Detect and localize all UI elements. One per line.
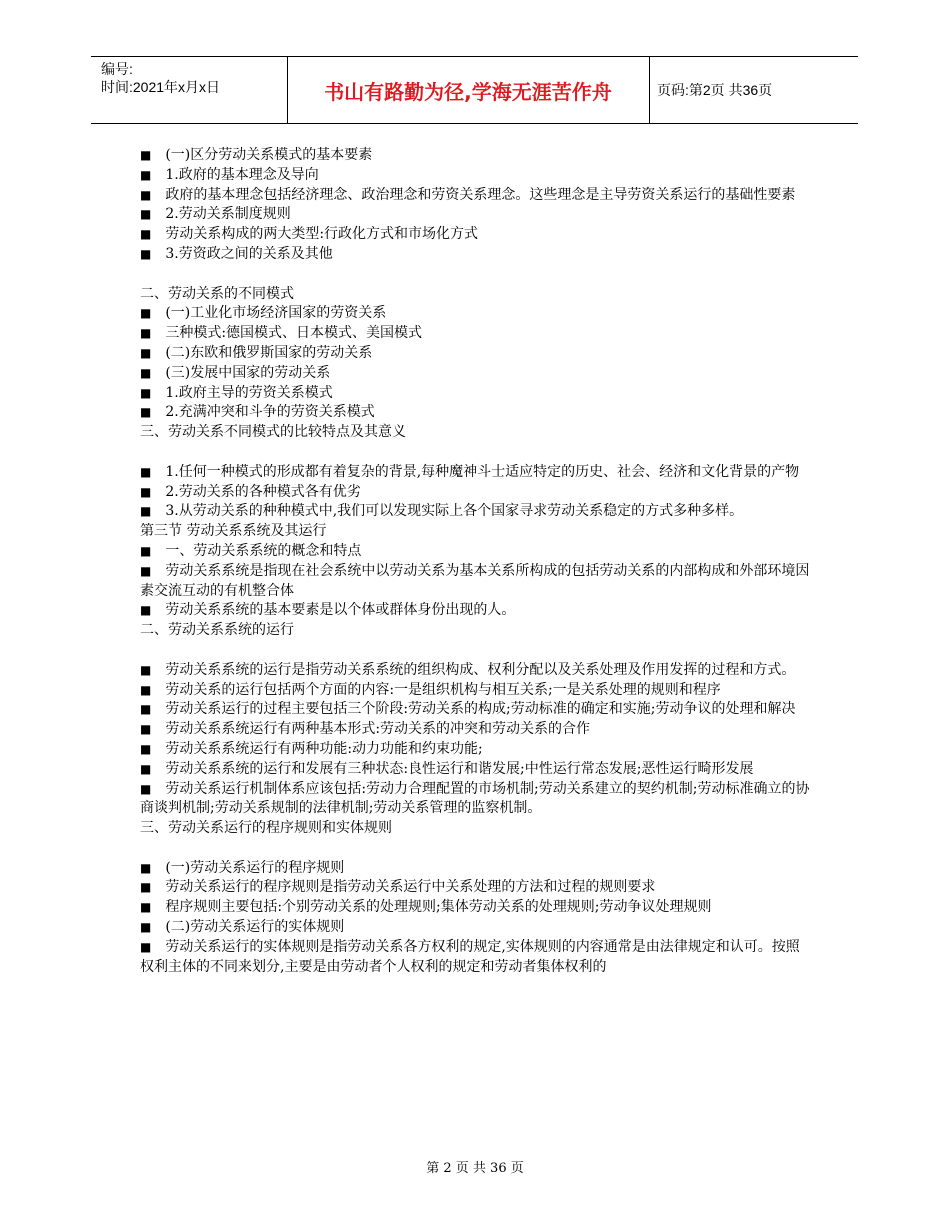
bullet-paragraph: ■ (二)劳动关系运行的实体规则 (140, 918, 812, 938)
bullet-paragraph: ■ 3.从劳动关系的种种模式中,我们可以发现实际上各个国家寻求劳动关系稳定的方式多种多样。 (140, 502, 812, 522)
bullet-paragraph: ■ 劳动关系的运行包括两个方面的内容:一是组织机构与相互关系;一是关系处理的规则和程序 (140, 681, 812, 701)
bullet-paragraph: ■ 劳动关系系统的运行和发展有三种状态:良性运行和谐发展;中性运行常态发展;恶性运行畸形发展 (140, 760, 812, 780)
header-meta (101, 60, 220, 96)
section-heading: 三、劳动关系运行的程序规则和实体规则 (140, 820, 392, 837)
bullet-paragraph: ■ 2.充满冲突和斗争的劳资关系模式 (140, 403, 812, 423)
bullet-paragraph: ■ 劳动关系系统是指现在社会系统中以劳动关系为基本关系所构成的包括劳动关系的内部构成和外部环境因素交流互动的有机整合体 (140, 562, 812, 602)
bullet-paragraph: ■ (一)劳动关系运行的程序规则 (140, 859, 812, 879)
bullet-paragraph: ■ 劳动关系运行的程序规则是指劳动关系运行中关系处理的方法和过程的规则要求 (140, 878, 812, 898)
bullet-paragraph: ■ 劳动关系系统运行有两种功能:动力功能和约束功能; (140, 740, 812, 760)
bullet-paragraph: ■ 3.劳资政之间的关系及其他 (140, 245, 812, 265)
page-footer: 第 2 页 共 36 页 (426, 1161, 524, 1176)
document-number-label: 编号: (101, 61, 133, 77)
header-divider-right (649, 57, 650, 123)
bullet-paragraph: ■ 三种模式:德国模式、日本模式、美国模式 (140, 324, 812, 344)
header-page-number: 页码:第2页 共36页 (657, 82, 773, 98)
bullet-paragraph: ■ 1.任何一种模式的形成都有着复杂的背景,每种魔神斗士适应特定的历史、社会、经济和文化背景的产物 (140, 463, 812, 483)
bullet-paragraph: ■ (一)工业化市场经济国家的劳资关系 (140, 304, 812, 324)
bullet-paragraph: ■ 2.劳动关系的各种模式各有优劣 (140, 483, 812, 503)
section-heading: 三、劳动关系不同模式的比较特点及其意义 (140, 424, 406, 441)
bullet-paragraph: ■ 政府的基本理念包括经济理念、政治理念和劳资关系理念。这些理念是主导劳资关系运行的基础性要素 (140, 186, 812, 206)
bullet-paragraph: ■ 1.政府主导的劳资关系模式 (140, 384, 812, 404)
page-header (91, 56, 858, 124)
blank-line (140, 443, 812, 463)
bullet-paragraph: ■ 劳动关系系统运行有两种基本形式:劳动关系的冲突和劳动关系的合作 (140, 720, 812, 740)
bullet-paragraph: ■ 程序规则主要包括:个别劳动关系的处理规则;集体劳动关系的处理规则;劳动争议处理规则 (140, 898, 812, 918)
bullet-paragraph: ■ 1.政府的基本理念及导向 (140, 166, 812, 186)
bullet-paragraph: ■ (二)东欧和俄罗斯国家的劳动关系 (140, 344, 812, 364)
bullet-paragraph: ■ 一、劳动关系系统的概念和特点 (140, 542, 812, 562)
bullet-paragraph: ■ 劳动关系运行的实体规则是指劳动关系各方权利的规定,实体规则的内容通常是由法律规定和认可。按照权利主体的不同来划分,主要是由劳动者个人权利的规定和劳动者集体权利的 (140, 938, 812, 978)
bullet-paragraph: ■ 劳动关系运行机制体系应该包括:劳动力合理配置的市场机制;劳动关系建立的契约机制;劳动标准确立的协商谈判机制;劳动关系规制的法律机制;劳动关系管理的监察机制。 (140, 780, 812, 820)
bullet-paragraph: ■ 劳动关系运行的过程主要包括三个阶段:劳动关系的构成;劳动标准的确定和实施;劳动争议的处理和解决 (140, 700, 812, 720)
document-body (140, 146, 812, 977)
bullet-paragraph: ■ (三)发展中国家的劳动关系 (140, 364, 812, 384)
header-motto: 书山有路勤为径,学海无涯苦作舟 (324, 79, 612, 104)
section-heading: 二、劳动关系系统的运行 (140, 622, 294, 639)
section-heading: 第三节 劳动关系系统及其运行 (140, 523, 327, 540)
blank-line (140, 839, 812, 859)
bullet-paragraph: ■ 劳动关系系统的基本要素是以个体或群体身份出现的人。 (140, 601, 812, 621)
blank-line (140, 265, 812, 285)
bullet-paragraph: ■ 2.劳动关系制度规则 (140, 205, 812, 225)
bullet-paragraph: ■ 劳动关系系统的运行是指劳动关系系统的组织构成、权利分配以及关系处理及作用发挥的过程和方式。 (140, 661, 812, 681)
section-heading: 二、劳动关系的不同模式 (140, 285, 294, 302)
blank-line (140, 641, 812, 661)
bullet-paragraph: ■ 劳动关系构成的两大类型:行政化方式和市场化方式 (140, 225, 812, 245)
bullet-paragraph: ■ (一)区分劳动关系模式的基本要素 (140, 146, 812, 166)
document-time-label: 时间:2021年x月x日 (101, 79, 221, 95)
